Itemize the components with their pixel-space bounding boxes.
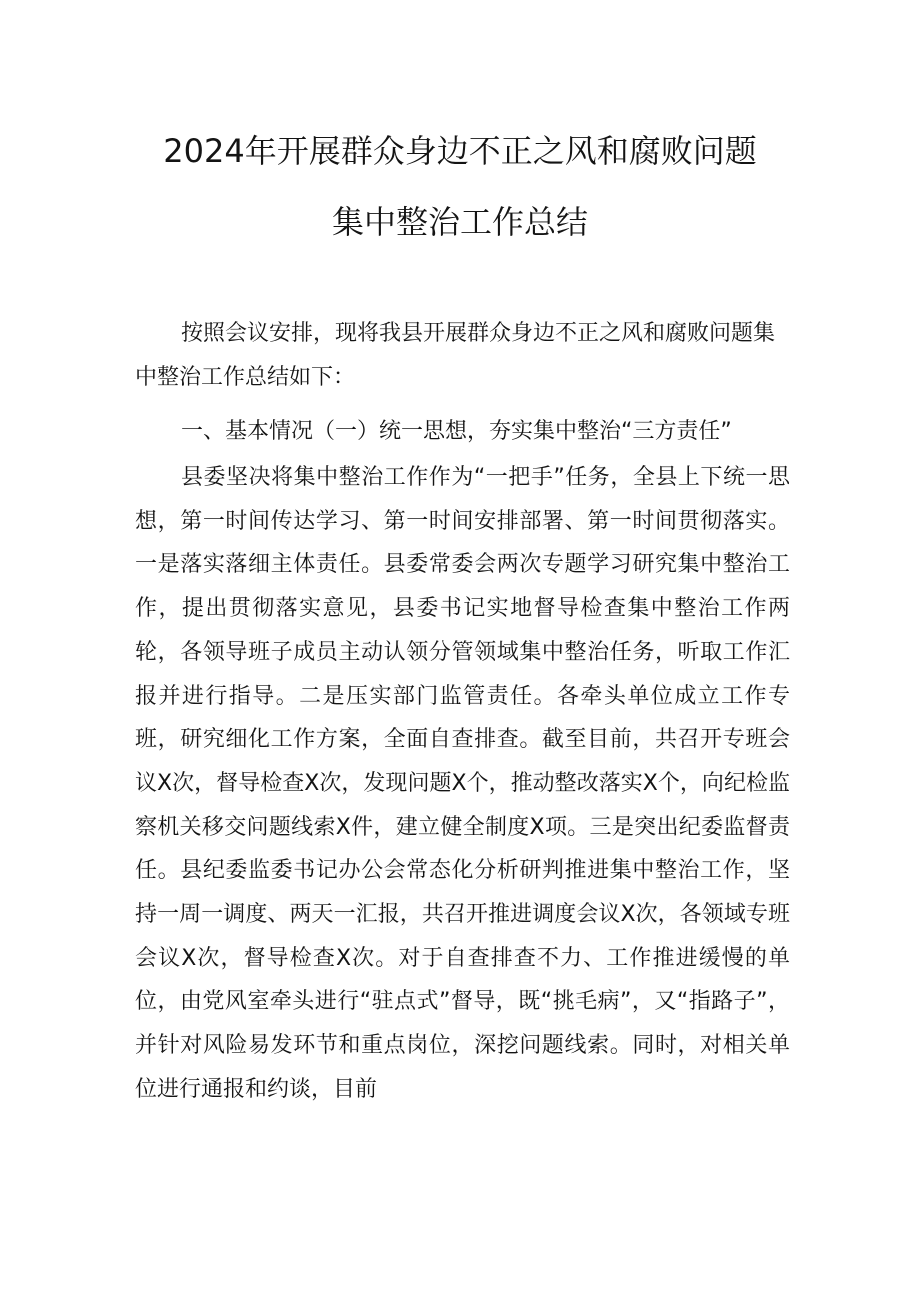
document-title-line-1: 2024年开展群众身边不正之风和腐败问题 xyxy=(163,132,757,170)
document-title-line-2: 集中整治工作总结 xyxy=(331,203,588,241)
intro-paragraph: 按照会议安排，现将我县开展群众身边不正之风和腐败问题集中整治工作总结如下： xyxy=(135,321,776,390)
section-heading: 一、基本情况（一）统一思想，夯实集中整治“三方责任” xyxy=(181,419,732,444)
body-paragraph: 县委坚决将集中整治工作作为“一把手”任务，全县上下统一思想，第一时间传达学习、第一时间安排部署、第一时间贯彻落实。一是落实落细主体责任。县委常委会两次专题学习研究集中整治工作，提出贯彻落实意见，县委书记实地督导检查集中整治工作两轮，各领导班子成员主动认领分管领域集中整治任务，听取工作汇报并进行指导。二是压实部门监管责任。各牵头单位成立工作专班，研究细化工作方案，全面自查排查。截至目前，共召开专班会议X次，督导检查X次，发现问题X个，推动整改落实X个，向纪检监察机关移交问题线索X件，建立健全制度X项。三是突出纪委监督责任。县纪委监委书记办公会常态化分析研判推进集中整治工作，坚持一周一调度、两天一汇报，共召开推进调度会议X次，各领域专班会议X次，督导检查X次。对于自查排查不力、工作推进缓慢的单位，由党风室牵头进行“驻点式”督导，既“挑毛病”，又“指路子”，并针对风险易发环节和重点岗位，深挖问题线索。同时，对相关单位进行通报和约谈，目前 xyxy=(135,465,791,1102)
